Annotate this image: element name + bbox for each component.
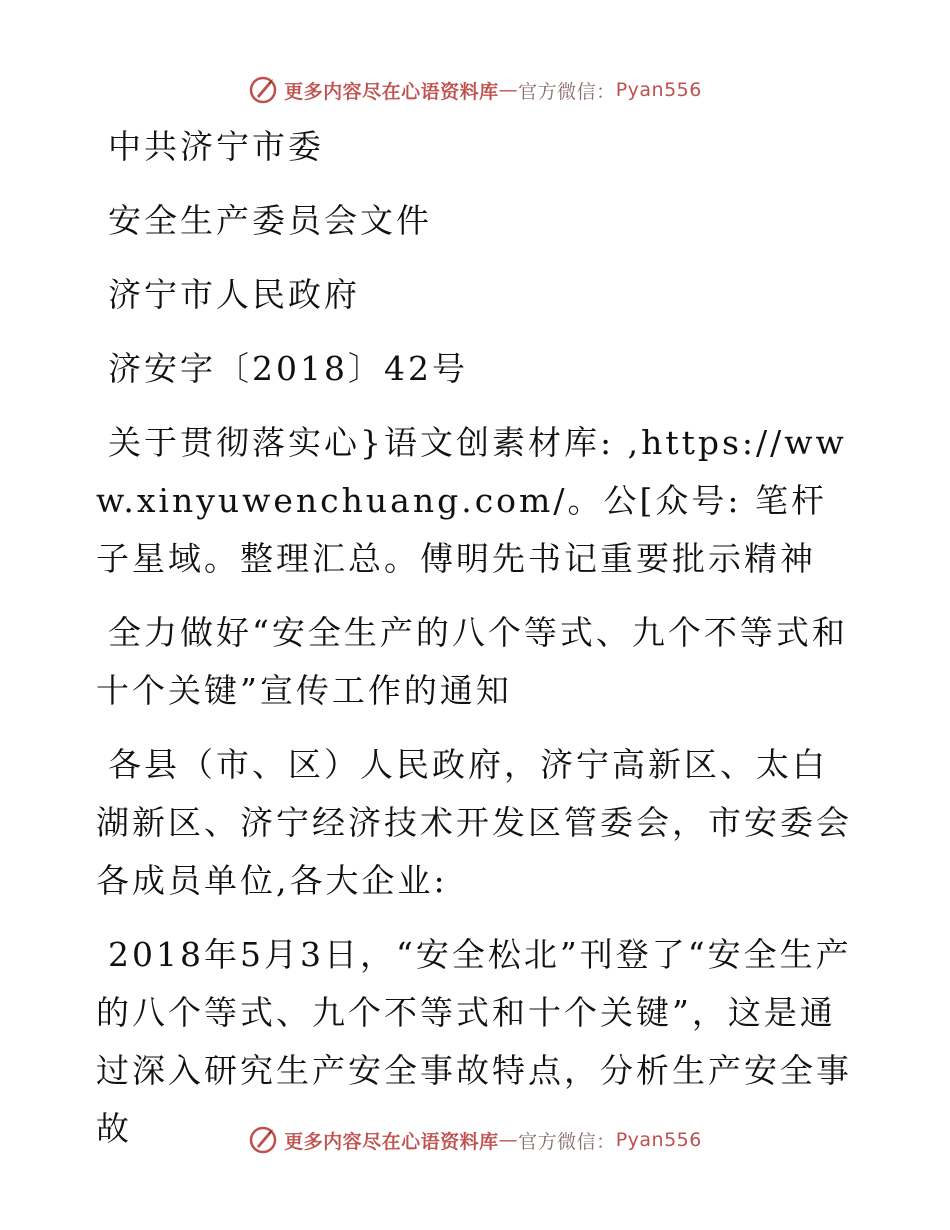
banner-dash: —	[498, 1129, 519, 1151]
quill-logo-icon	[248, 75, 278, 105]
banner-wechat-id: Pyan556	[615, 79, 702, 101]
banner-official-label: 官方微信：	[518, 80, 616, 103]
notice-title-part-1: 关于贯彻落实心}语文创素材库: ,https://www.xinyuwenchuang.com/。公[众号: 笔杆子星域。整理汇总。傅明先书记重要批示精神	[96, 423, 847, 578]
banner-text: 更多内容尽在心语资料库	[284, 80, 499, 103]
document-body	[96, 118, 856, 1174]
issuer-line-1: 中共济宁市委	[108, 127, 324, 166]
banner-official-label: 官方微信：	[518, 1130, 616, 1153]
banner-dash: —	[498, 79, 519, 101]
banner-wechat-id: Pyan556	[615, 1129, 702, 1151]
recipients: 各县（市、区）人民政府，济宁高新区、太白湖新区、济宁经济技术开发区管委会，市安委会各成员单位,各大企业:	[96, 745, 852, 900]
document-number: 济安字〔2018〕42号	[108, 349, 468, 388]
notice-title-part-2: 全力做好“安全生产的八个等式、九个不等式和十个关键”宣传工作的通知	[96, 613, 848, 710]
quill-logo-icon	[248, 1125, 278, 1155]
issuer-line-3: 济宁市人民政府	[108, 275, 360, 314]
header-banner	[0, 72, 950, 108]
banner-text: 更多内容尽在心语资料库	[284, 1130, 499, 1153]
issuer-line-2: 安全生产委员会文件	[108, 201, 432, 240]
footer-banner	[0, 1122, 950, 1158]
body-paragraph: 2018年5月3日，“安全松北”刊登了“安全生产的八个等式、九个不等式和十个关键”，这是通过深入研究生产安全事故特点，分析生产安全事故	[96, 935, 852, 1148]
